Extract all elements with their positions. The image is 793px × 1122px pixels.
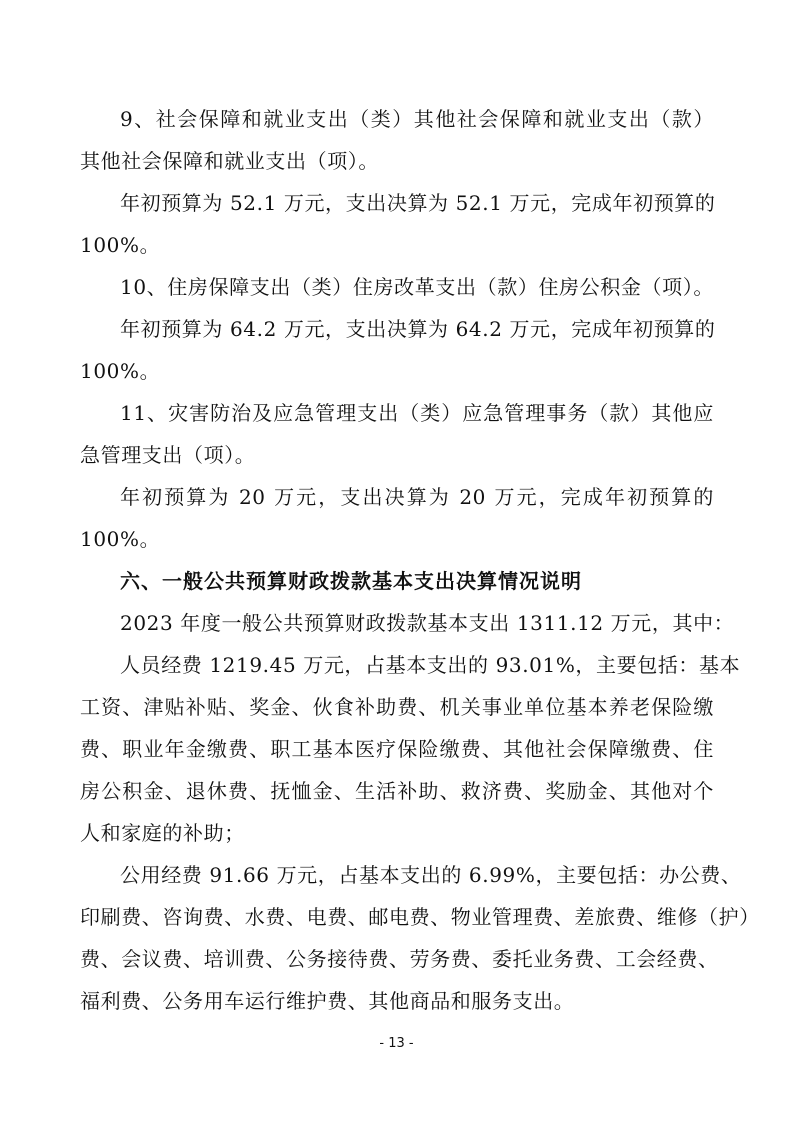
public-line-4: 福利费、公务用车运行维护费、其他商品和服务支出。 — [80, 989, 575, 1013]
paragraph-11-line-2: 急管理支出（项）。 — [80, 443, 256, 467]
paragraph-9-budget-line-2: 100%。 — [80, 233, 161, 257]
paragraph-9-budget-line-1: 年初预算为 52.1 万元，支出决算为 52.1 万元，完成年初预算的 — [120, 191, 716, 215]
public-line-2: 印刷费、咨询费、水费、电费、邮电费、物业管理费、差旅费、维修（护） — [80, 905, 760, 929]
personnel-line-3: 费、职业年金缴费、职工基本医疗保险缴费、其他社会保障缴费、住 — [80, 737, 714, 761]
paragraph-11-line-1: 11、灾害防治及应急管理支出（类）应急管理事务（款）其他应 — [120, 401, 714, 425]
paragraph-11-budget-line-1: 年初预算为 20 万元，支出决算为 20 万元，完成年初预算的 — [120, 485, 714, 509]
paragraph-9-line-1: 9、社会保障和就业支出（类）其他社会保障和就业支出（款） — [120, 107, 714, 131]
paragraph-10-budget-line-1: 年初预算为 64.2 万元，支出决算为 64.2 万元，完成年初预算的 — [120, 317, 716, 341]
personnel-line-2: 工资、津贴补贴、奖金、伙食补助费、机关事业单位基本养老保险缴 — [80, 695, 714, 719]
paragraph-10-line-1: 10、住房保障支出（类）住房改革支出（款）住房公积金（项）。 — [120, 275, 714, 299]
public-line-1: 公用经费 91.66 万元，占基本支出的 6.99%，主要包括：办公费、 — [120, 863, 742, 887]
personnel-line-5: 人和家庭的补助； — [80, 821, 245, 845]
paragraph-9-line-2: 其他社会保障和就业支出（项）。 — [80, 149, 379, 173]
personnel-line-1: 人员经费 1219.45 万元，占基本支出的 93.01%，主要包括：基本 — [120, 653, 741, 677]
section-6-intro: 2023 年度一般公共预算财政拨款基本支出 1311.12 万元，其中： — [120, 611, 735, 635]
page-number: - 13 - — [379, 1036, 414, 1051]
paragraph-10-budget-line-2: 100%。 — [80, 359, 161, 383]
personnel-line-4: 房公积金、退休费、抚恤金、生活补助、救济费、奖励金、其他对个 — [80, 779, 714, 803]
paragraph-11-budget-line-2: 100%。 — [80, 527, 161, 551]
section-6-heading: 六、一般公共预算财政拨款基本支出决算情况说明 — [120, 569, 582, 593]
public-line-3: 费、会议费、培训费、公务接待费、劳务费、委托业务费、工会经费、 — [80, 947, 719, 971]
